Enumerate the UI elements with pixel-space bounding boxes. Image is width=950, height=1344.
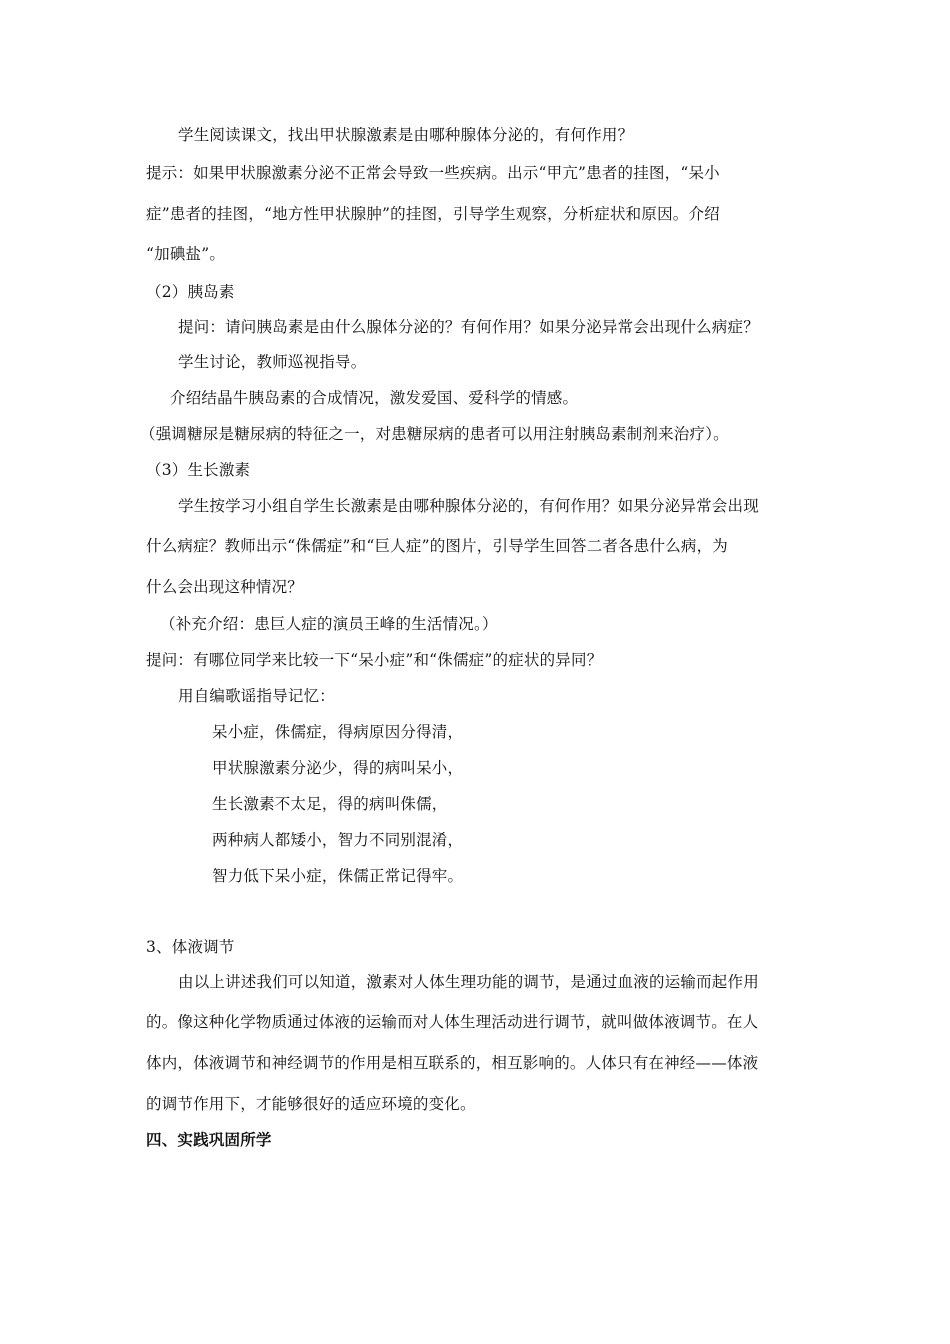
paragraph-line: 介绍结晶牛胰岛素的合成情况，激发爱国、爱科学的情感。: [170, 389, 579, 407]
paragraph-line: 学生阅读课文，找出甲状腺激素是由哪种腺体分泌的，有何作用？: [178, 126, 634, 144]
section-heading: （3）生长激素: [146, 461, 251, 479]
section-heading: （2）胰岛素: [146, 283, 235, 301]
paragraph-line: （补充介绍：患巨人症的演员王峰的生活情况。）: [160, 615, 498, 633]
paragraph-line: “加碘盐”。: [146, 245, 226, 263]
paragraph-line: 提问：请问胰岛素是由什么腺体分泌的？有何作用？如果分泌异常会出现什么病症？: [178, 318, 759, 336]
paragraph-line: 什么会出现这种情况？: [146, 578, 304, 596]
poem-line: 甲状腺激素分泌少，得的病叫呆小，: [212, 759, 464, 777]
paragraph-line: 体内，体液调节和神经调节的作用是相互联系的，相互影响的。人体只有在神经——体液: [146, 1054, 759, 1072]
poem-line: 呆小症，侏儒症，得病原因分得清，: [212, 723, 464, 741]
paragraph-line: 由以上讲述我们可以知道，激素对人体生理功能的调节，是通过血液的运输而起作用: [178, 973, 759, 991]
paragraph-line: 用自编歌谣指导记忆：: [178, 687, 336, 705]
paragraph-line: 学生按学习小组自学生长激素是由哪种腺体分泌的，有何作用？如果分泌异常会出现: [178, 497, 759, 515]
chapter-heading: 四、实践巩固所学: [146, 1130, 272, 1149]
poem-line: 智力低下呆小症，侏儒正常记得牢。: [212, 867, 464, 885]
poem-line: 生长激素不太足，得的病叫侏儒，: [212, 795, 448, 813]
paragraph-line: 症”患者的挂图，“地方性甲状腺肿”的挂图，引导学生观察，分析症状和原因。介绍: [146, 205, 720, 223]
paragraph-line: （强调糖尿是糖尿病的特征之一，对患糖尿病的患者可以用注射胰岛素制剂来治疗）。: [140, 425, 729, 443]
paragraph-line: 的。像这种化学物质通过体液的运输而对人体生理活动进行调节，就叫做体液调节。在人: [146, 1013, 759, 1031]
paragraph-line: 提问：有哪位同学来比较一下“呆小症”和“侏儒症”的症状的异同？: [146, 651, 603, 669]
paragraph-line: 学生讨论，教师巡视指导。: [178, 353, 367, 371]
paragraph-line: 提示：如果甲状腺激素分泌不正常会导致一些疾病。出示“甲亢”患者的挂图，“呆小: [146, 164, 720, 182]
section-heading: 3、体液调节: [146, 938, 235, 956]
poem-line: 两种病人都矮小，智力不同别混淆，: [212, 831, 464, 849]
paragraph-line: 的调节作用下，才能够很好的适应环境的变化。: [146, 1095, 476, 1113]
paragraph-line: 什么病症？教师出示“侏儒症”和“巨人症”的图片，引导学生回答二者各患什么病，为: [146, 537, 728, 555]
